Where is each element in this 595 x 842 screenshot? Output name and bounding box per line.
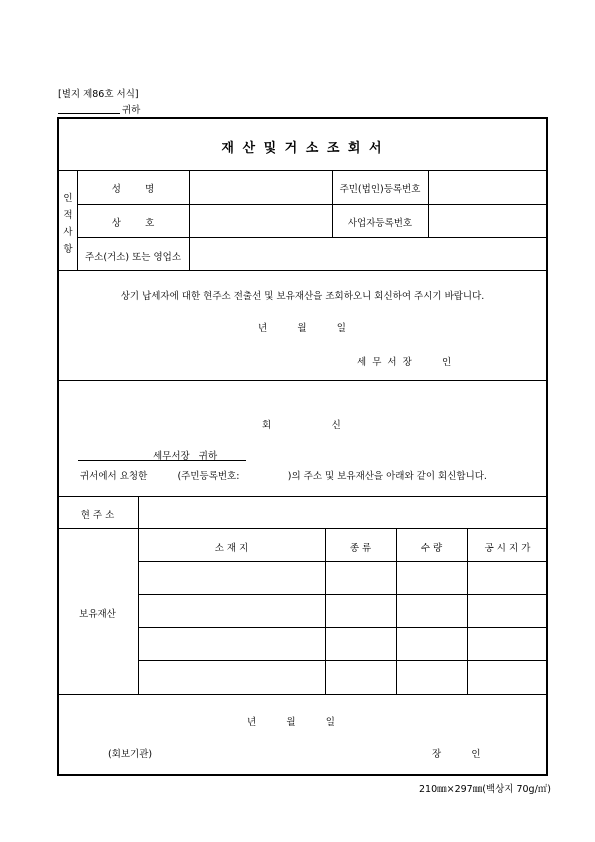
form-number: [별지 제86호 서식]	[58, 89, 139, 100]
personal-info-label-char: 적	[63, 210, 73, 221]
table-cell[interactable]	[398, 596, 466, 626]
column-header-quantity: 수 량	[420, 543, 443, 554]
divider	[57, 528, 548, 529]
footer-date-line: 년 월 일	[247, 717, 335, 728]
request-text: 상기 납세자에 대한 현주소 전출선 및 보유재산을 조회하오니 회신하여 주시기 바랍니다.	[120, 291, 485, 302]
resident-id-label: 주민(법인)등록번호	[339, 184, 421, 195]
business-reg-label: 사업자등록번호	[347, 218, 413, 229]
divider	[57, 694, 548, 695]
table-cell[interactable]	[327, 629, 395, 659]
address-label: 주소(거소) 또는 영업소	[84, 252, 182, 263]
name-field[interactable]	[190, 171, 331, 203]
addressee-blank	[58, 113, 120, 114]
table-cell[interactable]	[398, 563, 466, 593]
table-cell[interactable]	[469, 596, 546, 626]
business-name-label: 상 호	[111, 218, 155, 229]
table-cell[interactable]	[469, 563, 546, 593]
table-cell[interactable]	[140, 662, 324, 692]
table-cell[interactable]	[140, 596, 324, 626]
divider	[57, 380, 548, 381]
current-address-label: 현 주 소	[80, 510, 115, 521]
address-field[interactable]	[190, 238, 546, 269]
divider	[138, 561, 548, 562]
addressee-suffix: 귀하	[122, 105, 141, 116]
table-cell[interactable]	[398, 629, 466, 659]
table-cell[interactable]	[327, 662, 395, 692]
table-cell[interactable]	[469, 629, 546, 659]
personal-info-label-char: 사	[63, 227, 73, 238]
divider	[138, 660, 548, 661]
table-cell[interactable]	[140, 629, 324, 659]
table-cell[interactable]	[140, 563, 324, 593]
form-title: 재 산 및 거 소 조 회 서	[221, 141, 384, 156]
name-label: 성 명	[111, 184, 155, 195]
business-reg-field[interactable]	[429, 205, 546, 236]
table-cell[interactable]	[327, 563, 395, 593]
resident-id-field[interactable]	[429, 171, 546, 203]
table-cell[interactable]	[327, 596, 395, 626]
personal-info-label-char: 항	[63, 244, 73, 255]
table-cell[interactable]	[398, 662, 466, 692]
column-header-official-price: 공 시 지 가	[484, 543, 531, 554]
request-date-line: 년 월 일	[258, 323, 346, 334]
reply-office-line: 세무서장 귀하	[153, 451, 218, 462]
divider	[138, 594, 548, 595]
property-label: 보유재산	[79, 609, 116, 620]
reporting-agency-label: (회보기관)	[108, 749, 153, 760]
divider	[57, 270, 548, 271]
divider	[138, 627, 548, 628]
personal-info-label-char: 인	[63, 193, 73, 204]
paper-spec: 210㎜×297㎜(백상지 70g/㎡)	[418, 784, 551, 795]
column-header-type: 종 류	[349, 543, 372, 554]
table-cell[interactable]	[469, 662, 546, 692]
business-name-field[interactable]	[190, 205, 331, 236]
request-signer-line: 세 무 서 장 인	[357, 357, 452, 368]
column-header-location: 소 재 지	[214, 543, 249, 554]
reply-title: 회 신	[262, 420, 341, 431]
reply-body: 귀서에서 요청한 (주민등록번호: )의 주소 및 보유재산을 아래와 같이 회신합니다.	[80, 471, 487, 482]
seal-line: 장 인	[432, 749, 481, 760]
current-address-field[interactable]	[139, 497, 546, 527]
